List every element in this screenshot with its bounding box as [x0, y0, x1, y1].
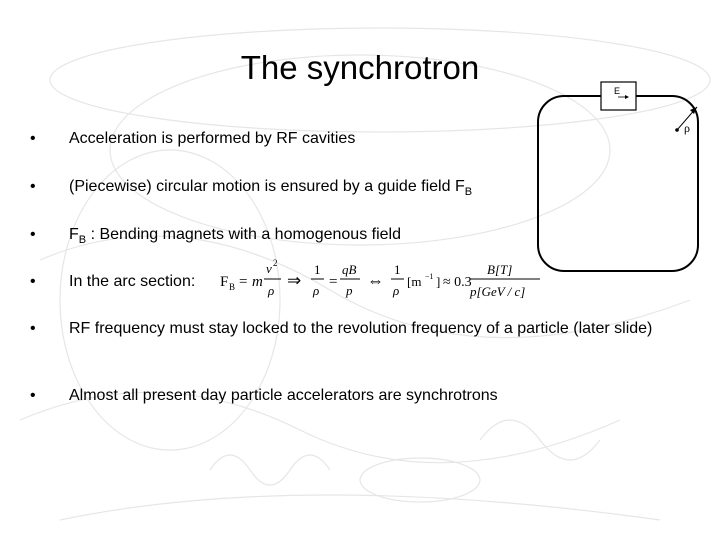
slide-title: The synchrotron — [240, 49, 480, 86]
bullet-marker: • — [30, 320, 36, 337]
bending-formula — [218, 255, 548, 307]
radius-center-dot — [675, 128, 679, 132]
formula-radius: ρ — [268, 283, 275, 298]
bullet-text-main: (Piecewise) circular motion is ensured by a guide field F — [69, 178, 465, 195]
subscript: B — [464, 186, 473, 198]
formula-iff-arrow: ⇔ — [367, 271, 384, 290]
formula-one: 1 — [394, 262, 401, 277]
radius-label: ρ — [684, 121, 690, 135]
formula-mass: m — [252, 274, 263, 290]
rf-cavity-label: E — [614, 86, 621, 96]
bullet-text: In the arc section: — [69, 273, 196, 290]
bullet-marker: • — [30, 273, 36, 290]
synchrotron-ring-diagram — [530, 78, 720, 278]
formula-equals: = — [329, 274, 338, 290]
formula-velocity-exponent: 2 — [273, 258, 278, 268]
formula-one: 1 — [314, 262, 321, 277]
formula-field-tesla: B[T] — [487, 262, 513, 277]
formula-equals: = — [239, 274, 248, 290]
formula-radius: ρ — [313, 283, 320, 298]
bullet-text-main: : Bending magnets with a homogenous field — [86, 226, 401, 243]
formula-approx-coefficient: ≈ 0.3 — [443, 275, 472, 290]
formula-unit-exponent: −1 — [425, 272, 434, 281]
bullet-marker: • — [30, 178, 36, 195]
formula-unit: [m — [407, 274, 422, 289]
formula-charge-field: qB — [342, 262, 357, 277]
bullet-marker: • — [30, 226, 36, 243]
bullet-text: Acceleration is performed by RF cavities — [69, 130, 356, 147]
formula-velocity: v — [266, 261, 272, 276]
bullet-marker: • — [30, 387, 36, 404]
formula-unit-close: ] — [436, 274, 441, 289]
subscript: B — [78, 234, 87, 246]
formula-implies-arrow: ⇒ — [287, 271, 302, 290]
formula-momentum: p — [346, 283, 353, 298]
field-symbol: F — [69, 226, 79, 243]
formula-force-symbol: F — [220, 274, 229, 290]
formula-radius: ρ — [393, 283, 400, 298]
formula-momentum-gev: p[GeV / c] — [470, 284, 526, 299]
formula-force-subscript: B — [229, 282, 236, 292]
ring-outline — [538, 96, 698, 271]
bullet-text: Almost all present day particle accelerators are synchrotrons — [69, 387, 498, 404]
bullet-text: RF frequency must stay locked to the revolution frequency of a particle (later slide) — [69, 320, 653, 337]
bullet-marker: • — [30, 130, 36, 147]
